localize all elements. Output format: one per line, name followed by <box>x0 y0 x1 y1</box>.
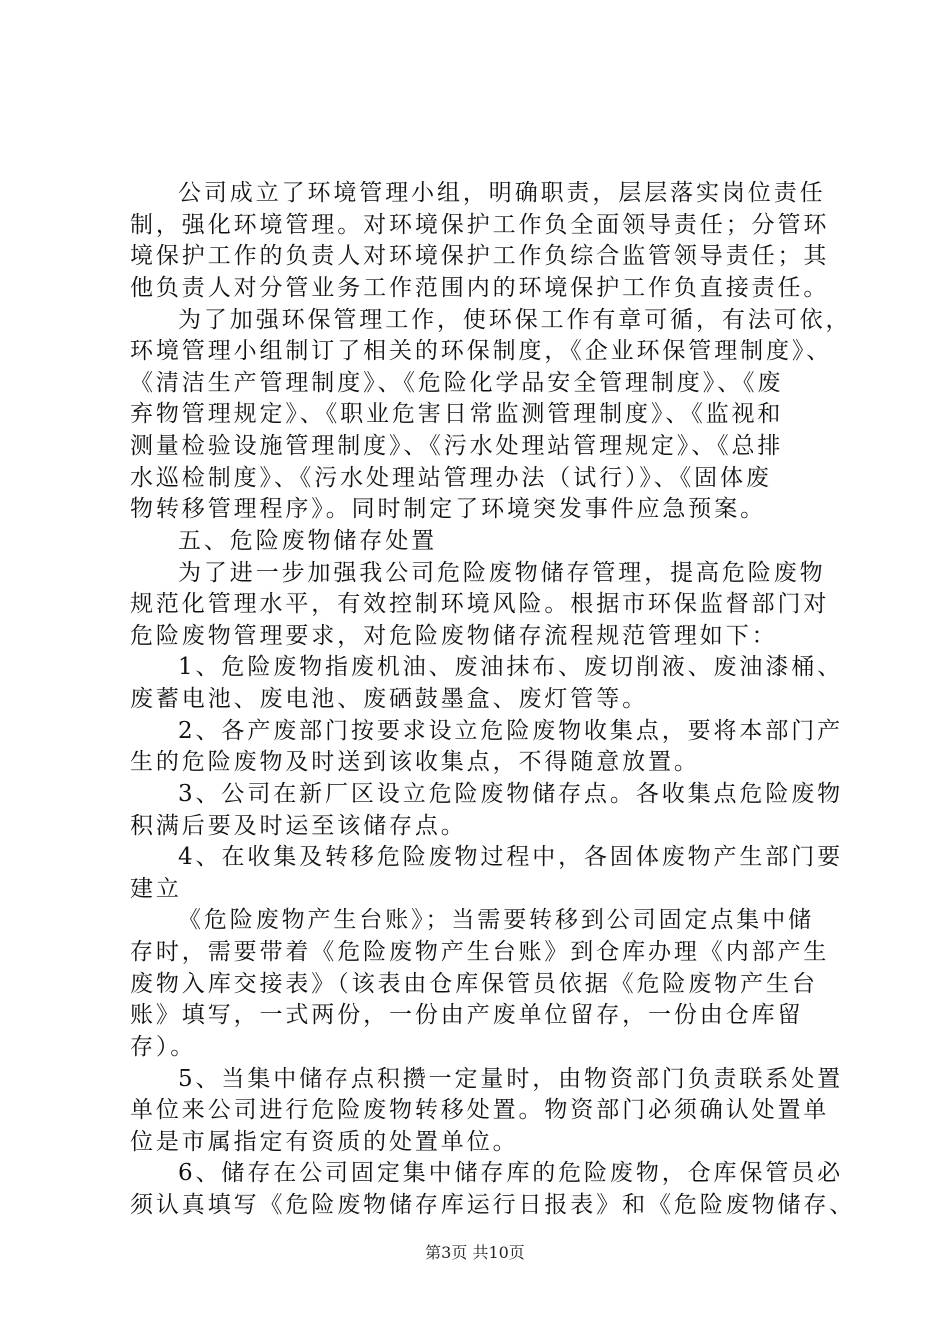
section-heading: 五、危险废物储存处置 <box>178 527 437 554</box>
paragraph-line: 水巡检制度》、《污水处理站管理办法（试行）》、《固体废 <box>130 464 772 491</box>
paragraph-line: 3、公司在新厂区设立危险废物储存点。各收集点危险废物 <box>178 780 844 807</box>
paragraph-line: 建立 <box>130 875 182 902</box>
paragraph-line: 位是市属指定有资质的处置单位。 <box>130 1128 519 1155</box>
paragraph-line: 物转移管理程序》。同时制定了环境突发事件应急预案。 <box>130 496 766 523</box>
paragraph-line: 单位来公司进行危险废物转移处置。物资部门必须确认处置单 <box>130 1097 830 1124</box>
paragraph-line: 6、储存在公司固定集中储存库的危险废物，仓库保管员必 <box>178 1160 844 1187</box>
paragraph-line: 公司成立了环境管理小组，明确职责，层层落实岗位责任 <box>178 180 826 206</box>
paragraph-line: 《清洁生产管理制度》、《危险化学品安全管理制度》、《废 <box>130 369 784 396</box>
page-footer: 第3页 共10页 <box>425 1243 525 1262</box>
paragraph-line: 为了加强环保管理工作，使环保工作有章可循，有法可依， <box>178 306 852 333</box>
paragraph-line: 废物入库交接表》（该表由仓库保管员依据《危险废物产生台 <box>130 970 818 997</box>
paragraph-line: 4、在收集及转移危险废物过程中，各固体废物产生部门要 <box>178 844 844 871</box>
paragraph-line: 存）。 <box>130 1033 197 1060</box>
paragraph-line: 生的危险废物及时送到该收集点，不得随意放置。 <box>130 749 700 776</box>
paragraph-line: 测量检验设施管理制度》、《污水处理站管理规定》、《总排 <box>130 433 784 459</box>
paragraph-line: 弃物管理规定》、《职业危害日常监测管理制度》、《监视和 <box>130 401 784 428</box>
paragraph-line: 规范化管理水平，有效控制环境风险。根据市环保监督部门对 <box>130 591 830 618</box>
paragraph-line: 为了进一步加强我公司危险废物储存管理，提高危险废物 <box>178 559 826 586</box>
paragraph-line: 危险废物管理要求，对危险废物储存流程规范管理如下： <box>130 622 778 649</box>
paragraph-line: 境保护工作的负责人对环境保护工作负综合监管领导责任；其 <box>130 243 830 270</box>
paragraph-line: 他负责人对分管业务工作范围内的环境保护工作负直接责任。 <box>130 274 830 301</box>
paragraph-line: 环境管理小组制订了相关的环保制度，《企业环保管理制度》、 <box>130 338 833 365</box>
paragraph-line: 账》填写，一式两份，一份由产废单位留存，一份由仓库留 <box>130 1002 804 1029</box>
paragraph-line: 废蓄电池、废电池、废硒鼓墨盒、废灯管等。 <box>130 686 648 712</box>
paragraph-line: 2、各产废部门按要求设立危险废物收集点，要将本部门产 <box>178 717 844 744</box>
paragraph-line: 制，强化环境管理。对环境保护工作负全面领导责任；分管环 <box>130 211 830 238</box>
paragraph-line: 须认真填写《危险废物储存库运行日报表》和《危险废物储存、 <box>130 1192 856 1218</box>
paragraph-line: 存时，需要带着《危险废物产生台账》到仓库办理《内部产生 <box>130 939 830 965</box>
paragraph-line: 《危险废物产生台账》；当需要转移到公司固定点集中储 <box>178 907 814 934</box>
paragraph-line: 积满后要及时运至该储存点。 <box>130 812 467 839</box>
paragraph-line: 1、危险废物指废机油、废油抹布、废切削液、废油漆桶、 <box>178 654 844 681</box>
paragraph-line: 5、当集中储存点积攒一定量时，由物资部门负责联系处置 <box>178 1065 844 1092</box>
